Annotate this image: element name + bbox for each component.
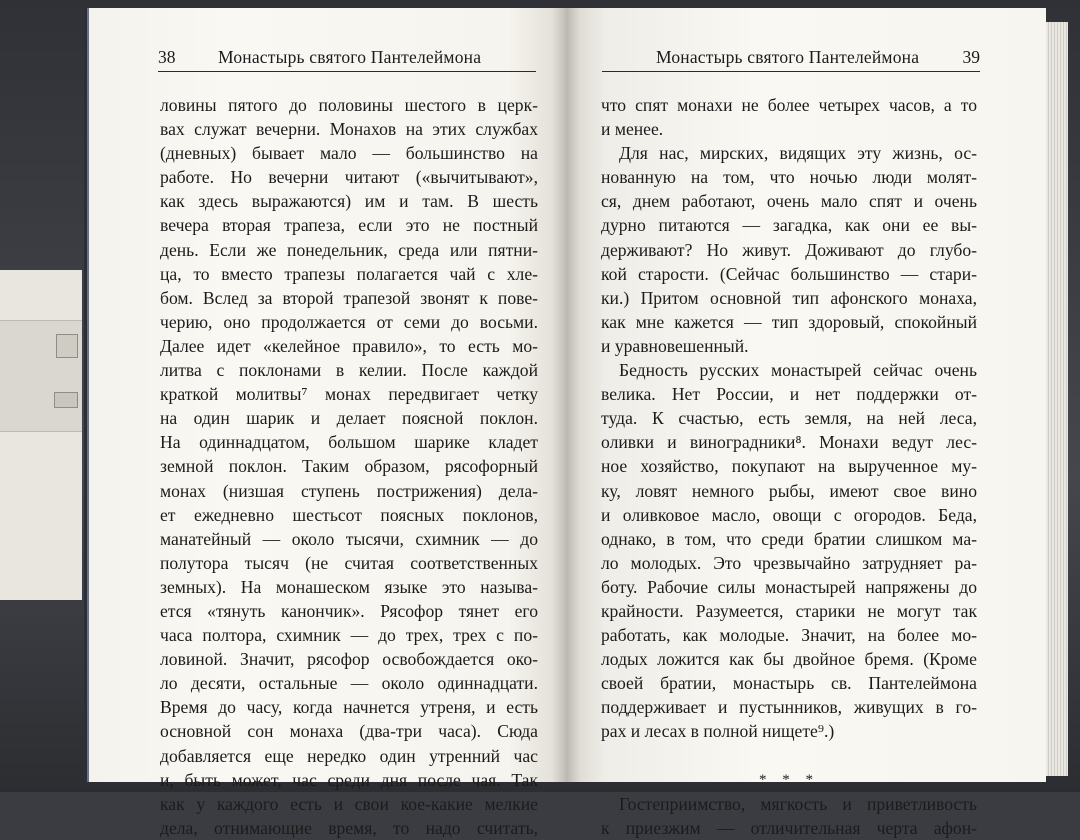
text-line: Бедность русских монастырей сейчас очень (619, 360, 977, 381)
text-line: своей братии, монастырь св. Пантелеймона (601, 673, 977, 694)
text-line: и менее. (601, 119, 664, 140)
text-line: нованную на том, что ночью люди молят- (601, 167, 977, 188)
right-body-text (601, 93, 977, 840)
left-body-text (160, 93, 538, 840)
text-line: часа полтора, схимник — до трех, трех с по- (160, 625, 538, 646)
text-line: и уравновешенный. (601, 335, 749, 356)
text-line: вах служат вечерни. Монахов на этих службах (160, 119, 538, 140)
text-line: основной сон монаха (два-три часа). Сюда (160, 721, 538, 742)
page-stack-edge (1046, 22, 1068, 776)
header-rule (158, 71, 536, 72)
text-line: бом. Вслед за второй трапезой звонят к пове- (160, 287, 538, 308)
text-line: ловины пятого до половины шестого в церк- (160, 95, 538, 115)
text-line: Время до часу, когда начнется утреня, и есть (160, 697, 538, 718)
right-running-header (602, 46, 980, 72)
text-line: земной поклон. Таким образом, рясофорный (160, 456, 538, 477)
text-line: земных). На монашеском языке это называ- (160, 576, 538, 597)
left-running-header (158, 46, 536, 72)
text-line: черию, оно продолжается от семи до восьми. (160, 311, 538, 332)
text-line: крайности. Разумеется, старики не могут так (601, 600, 977, 621)
text-line: дурно питаются — загадка, как они ее вы- (601, 215, 977, 236)
text-line: день. Если же понедельник, среда или пятни- (160, 239, 538, 260)
text-line: полутора тысяч (не считая соответственных (160, 552, 538, 573)
text-line: поддерживает и пустынников, живущих в го- (601, 697, 977, 718)
text-line: Далее идет «келейное правило», то есть мо- (160, 335, 538, 356)
text-line: рах и лесах в полной нищете⁹.) (601, 721, 835, 742)
text-line: ется «тянуть канончик». Рясофор тянет его (160, 600, 538, 621)
text-line: как здесь выражаются) им и там. В шесть (160, 191, 538, 212)
text-line: краткой молитвы⁷ монах передвигает четку (160, 384, 538, 405)
text-line: На одиннадцатом, большом шарике кладет (160, 432, 538, 453)
text-line: ся, днем работают, очень мало спят и очень (601, 191, 977, 212)
text-line: монах (низшая ступень пострижения) дела- (160, 480, 538, 501)
text-line: работе. Но вечерни читают («вычитывают», (160, 167, 538, 188)
text-line: ло молодых. Это чрезвычайно затрудняет ра- (601, 552, 977, 573)
text-line: ку, ловят немного рыбы, имеют свое вино (601, 480, 977, 501)
right-page-number: 39 (962, 47, 980, 67)
text-line: лодых ложится как бы двойное бремя. (Кроме (601, 649, 977, 670)
page-edge-left (0, 270, 82, 600)
text-line: вечера вторая трапеза, если это не постный (160, 215, 538, 236)
text-line: к приезжим — отличительная черта афон- (601, 817, 977, 838)
text-line: ловиной. Значит, рясофор освобождается око- (160, 649, 538, 670)
text-line: и, быть может, час среди дня после чая. Так (160, 769, 538, 790)
text-line: манатейный — около тысячи, схимник — до (160, 528, 538, 549)
text-line: ло десяти, остальные — около одиннадцати. (160, 673, 538, 694)
text-line: что спят монахи не более четырех часов, а то (601, 95, 977, 115)
text-line: велика. Нет России, и нет поддержки от- (601, 384, 977, 405)
text-line: Гостеприимство, мягкость и приветливость (619, 793, 977, 814)
text-line: туда. К счастью, есть земля, на ней леса, (601, 408, 977, 429)
edge-mark (54, 392, 78, 408)
text-line: боту. Рабочие силы монастырей напряжены до (601, 576, 977, 597)
text-line: ное хозяйство, покупают на вырученное му- (601, 456, 977, 477)
text-line: работать, как молодые. Значит, на более мо- (601, 625, 977, 646)
text-line: Для нас, мирских, видящих эту жизнь, ос- (619, 143, 977, 164)
header-rule (602, 71, 980, 72)
text-line: (дневных) бывает мало — большинство на (160, 143, 538, 164)
text-line: добавляется еще нередко один утренний час (160, 745, 538, 766)
text-line: как мне кажется — тип здоровый, спокойный (601, 311, 977, 332)
left-running-title: Монастырь святого Пантелеймона (218, 47, 482, 67)
text-line: ет ежедневно шестьсот поясных поклонов, (160, 504, 538, 525)
text-line: дела, отнимающие время, то надо считать, (160, 817, 538, 838)
section-break-stars: * * * (759, 771, 819, 788)
text-line: и оливковое масло, овощи с огородов. Беда, (601, 504, 977, 525)
text-line: держивают? Но живут. Доживают до глубо- (601, 239, 977, 260)
text-line: ца, то вместо трапезы полагается чай с хле- (160, 263, 538, 284)
right-running-title: Монастырь святого Пантелеймона (656, 47, 920, 67)
edge-mark (56, 334, 78, 358)
text-line: ки.) Притом основной тип афонского монаха, (601, 287, 977, 308)
text-line: однако, в том, что среди братии слишком ма- (601, 528, 977, 549)
text-line: литва с поклонами в келии. После каждой (160, 360, 538, 381)
text-line: на один шарик и делает поясной поклон. (160, 408, 538, 429)
text-line: кой старости. (Сейчас большинство — стари- (601, 263, 977, 284)
text-line: оливки и виноградники⁸. Монахи ведут лес- (601, 432, 977, 453)
blank-line (601, 744, 977, 768)
text-line: как у каждого есть и свои кое-какие мелкие (160, 793, 538, 814)
left-page-number: 38 (158, 47, 176, 67)
